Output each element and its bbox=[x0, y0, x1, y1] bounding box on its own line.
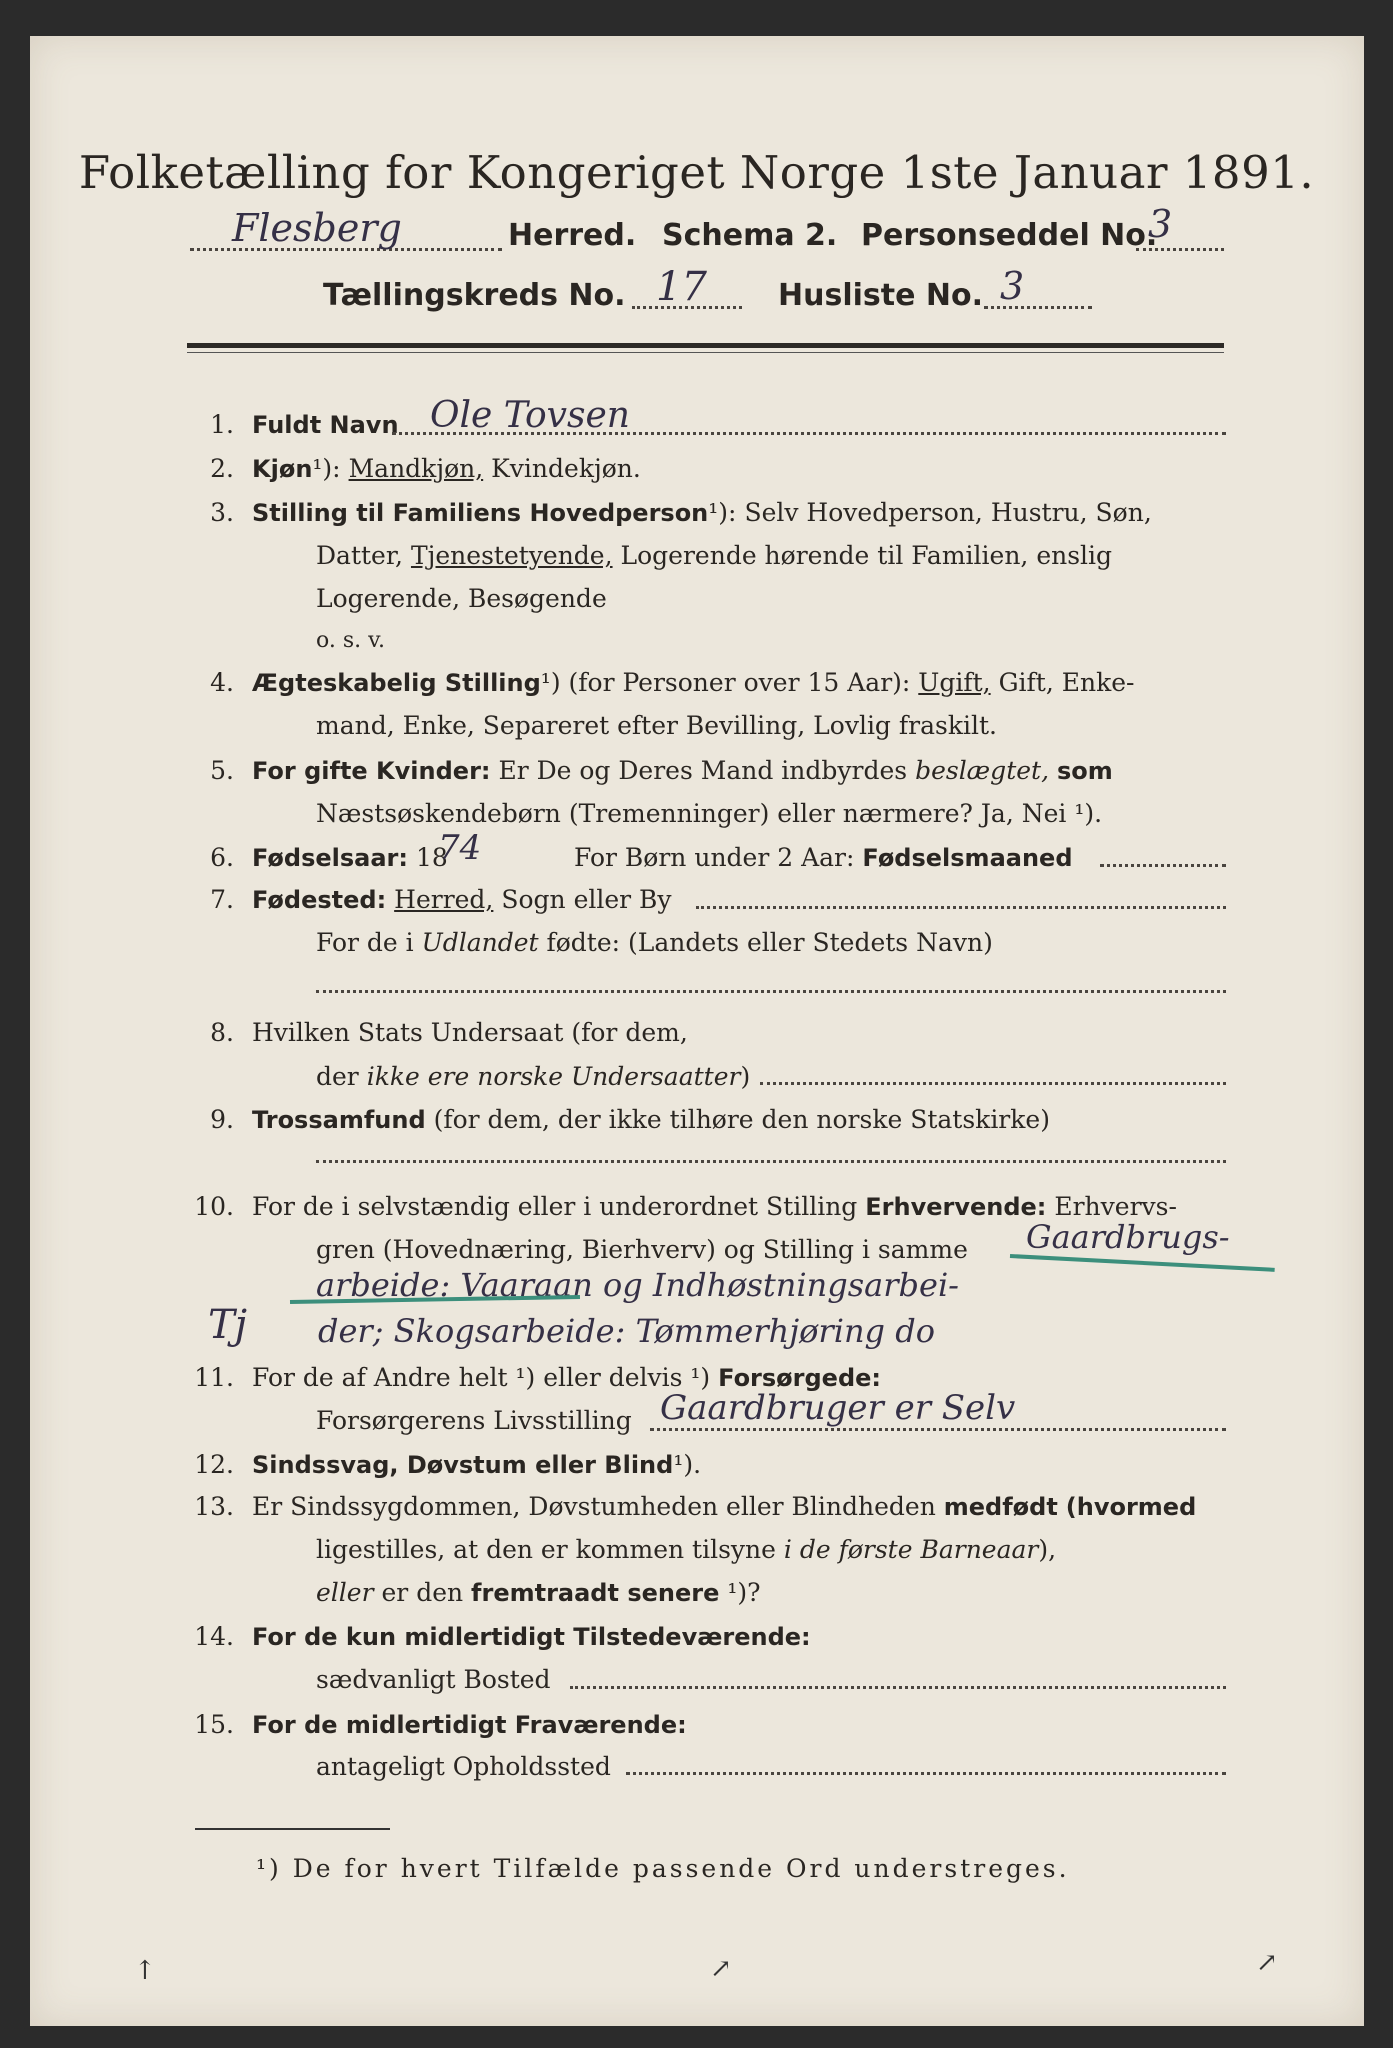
q13-barneaar: i de første Barneaar bbox=[783, 1535, 1039, 1564]
q11-value: Gaardbruger er Selv bbox=[660, 1388, 1016, 1428]
q10-hand-2: arbeide: Vaaraan og Indhøstningsarbei- bbox=[316, 1266, 959, 1304]
item-5-number: 5. bbox=[210, 756, 234, 785]
q14-dotted-line bbox=[570, 1686, 1226, 1689]
q7-line2-rest: fødte: (Landets eller Stedets Navn) bbox=[546, 928, 993, 957]
item-4-number: 4. bbox=[210, 668, 234, 697]
q12-sup: ¹). bbox=[673, 1450, 702, 1479]
item-1-number: 1. bbox=[210, 410, 234, 439]
footnote-rule bbox=[195, 1828, 390, 1830]
item-13-number: 13. bbox=[194, 1492, 234, 1521]
herred-label: Herred. bbox=[508, 218, 637, 253]
personseddel-dotted-line bbox=[1136, 248, 1224, 251]
q3-line-1 bbox=[252, 498, 1152, 527]
q10-hand-1: Gaardbrugs- bbox=[1026, 1218, 1230, 1256]
header-rule-thin bbox=[187, 352, 1224, 353]
q13-eller: eller bbox=[316, 1578, 374, 1607]
item-9-number: 9. bbox=[210, 1105, 234, 1134]
item-6-number: 6. bbox=[210, 843, 234, 872]
q11-line-2: Forsørgerens Livsstilling bbox=[316, 1406, 632, 1435]
q9-dotted-line bbox=[316, 1160, 1226, 1163]
q10-erhvervende: Erhvervende: bbox=[865, 1193, 1047, 1221]
q13-line-3 bbox=[316, 1578, 761, 1607]
item-12-number: 12. bbox=[194, 1450, 234, 1479]
q14-label: For de kun midlertidigt Tilstedeværende: bbox=[252, 1623, 811, 1651]
q7-rest: Sogn eller By bbox=[501, 885, 672, 914]
item-7-number: 7. bbox=[210, 885, 234, 914]
q11-forsorgede: Forsørgede: bbox=[718, 1364, 882, 1392]
q8-line-1 bbox=[252, 1018, 688, 1047]
q13-sup: ¹)? bbox=[727, 1578, 761, 1607]
q8-dotted-line bbox=[760, 1082, 1226, 1085]
q7-line-2 bbox=[316, 928, 993, 957]
item-15-number: 15. bbox=[194, 1710, 234, 1739]
q10-line1-a: For de i selvstændig eller i underordnet Stilling bbox=[252, 1192, 858, 1221]
q11-label: For de af Andre helt ¹) eller delvis ¹) bbox=[252, 1363, 711, 1392]
q7-for-de-i: For de i bbox=[316, 928, 414, 957]
header-rule bbox=[187, 343, 1224, 348]
q8-line-2 bbox=[316, 1062, 750, 1091]
q3-line1-rest: Selv Hovedperson, Hustru, Søn, bbox=[744, 498, 1152, 527]
q12-label: Sindssvag, Døvstum eller Blind bbox=[252, 1451, 674, 1479]
kreds-label: Tællingskreds No. bbox=[323, 278, 626, 313]
husliste-label: Husliste No. bbox=[778, 278, 983, 313]
herred-value: Flesberg bbox=[232, 206, 402, 250]
q13-line1-a: Er Sindssygdommen, Døvstumheden eller Blindheden bbox=[252, 1492, 936, 1521]
q4-line-1 bbox=[252, 668, 1134, 697]
q2-opt-kvindekjon: Kvindekjøn. bbox=[491, 454, 641, 483]
q4-rest: Gift, Enke- bbox=[998, 668, 1135, 697]
q6-prefix: 18 bbox=[415, 843, 448, 872]
q1-value: Ole Tovsen bbox=[430, 395, 630, 436]
q15-dotted-line bbox=[626, 1772, 1226, 1775]
q5-line-1 bbox=[252, 756, 1113, 785]
q12-line bbox=[252, 1450, 701, 1479]
q2-label: Kjøn bbox=[252, 455, 313, 483]
q6-label: Fødselsaar: bbox=[252, 844, 408, 872]
q3-label: Stilling til Familiens Hovedperson bbox=[252, 499, 709, 527]
q4-label: Ægteskabelig Stilling bbox=[252, 669, 541, 697]
q6-dotted-line bbox=[1100, 864, 1226, 867]
q3-tjenestetyende: Tjenestetyende, bbox=[410, 541, 613, 570]
q2-opt-mandkjon: Mandkjøn, bbox=[348, 454, 484, 483]
q7-dotted-line-2 bbox=[316, 990, 1226, 993]
q6-line bbox=[252, 843, 448, 872]
q3-line-2 bbox=[316, 541, 1112, 570]
q10-line-1 bbox=[252, 1192, 1177, 1221]
item-10-number: 10. bbox=[194, 1192, 234, 1221]
q4-sup: ¹) bbox=[540, 668, 561, 697]
item-8-number: 8. bbox=[210, 1018, 234, 1047]
item-11-number: 11. bbox=[194, 1363, 234, 1392]
q5-mid: Er De og Deres Mand indbyrdes bbox=[498, 756, 908, 785]
q5-line-2: Næstsøskendebørn (Tremenninger) eller nærmere? Ja, Nei ¹). bbox=[316, 799, 1103, 828]
q6-fodselsmaaned: Fødselsmaaned bbox=[862, 844, 1073, 872]
q10-margin-note: Tj bbox=[208, 1302, 248, 1348]
q6-value: 74 bbox=[438, 828, 482, 868]
q1-label: Fuldt Navn bbox=[252, 411, 399, 439]
q7-herred: Herred, bbox=[394, 885, 494, 914]
q7-label: Fødested: bbox=[252, 886, 387, 914]
schema-label: Schema 2. bbox=[662, 218, 838, 253]
q13-er-den: er den bbox=[381, 1578, 464, 1607]
q5-label: For gifte Kvinder: bbox=[252, 757, 491, 785]
q15-line-2: antageligt Opholdssted bbox=[316, 1752, 611, 1781]
q8-paren: ) bbox=[740, 1062, 751, 1091]
q8-label: Hvilken Stats Undersaat bbox=[252, 1018, 564, 1047]
q13-hvormed: (hvormed bbox=[1065, 1493, 1197, 1521]
q13-medfodt: medfødt bbox=[943, 1493, 1058, 1521]
q8-ikke-norske: ikke ere norske Undersaatter bbox=[366, 1062, 741, 1091]
binding-mark-right-icon: ↗ bbox=[1256, 1948, 1278, 1978]
q7-line-1 bbox=[252, 885, 672, 914]
q13-line2-a: ligestilles, at den er kommen tilsyne bbox=[316, 1535, 776, 1564]
binding-mark-left-icon: ↑ bbox=[134, 1956, 156, 1986]
q3-sup: ¹): bbox=[708, 498, 737, 527]
q3-line-4: o. s. v. bbox=[316, 628, 385, 653]
q2-line bbox=[252, 454, 641, 483]
kreds-value: 17 bbox=[656, 264, 707, 310]
q10-hand-3: der; Skogsarbeide: Tømmerhjøring do bbox=[318, 1312, 935, 1350]
q13-line-2 bbox=[316, 1535, 1056, 1564]
q6-born-under-2: For Børn under 2 Aar: bbox=[574, 843, 855, 872]
q14-line-2: sædvanligt Bosted bbox=[316, 1665, 551, 1694]
q5-som: som bbox=[1056, 757, 1113, 785]
q3-line-3: Logerende, Besøgende bbox=[316, 584, 607, 613]
q13-line2-b: ), bbox=[1038, 1535, 1057, 1564]
q3-line2-rest: Logerende hørende til Familien, enslig bbox=[620, 541, 1113, 570]
item-14-number: 14. bbox=[194, 1622, 234, 1651]
q10-line-2: gren (Hovednæring, Bierhverv) og Stilling i samme bbox=[316, 1235, 968, 1264]
footnote: ¹) De for hvert Tilfælde passende Ord understreges. bbox=[256, 1854, 1070, 1883]
q3-datter: Datter, bbox=[316, 541, 403, 570]
q4-ugift: Ugift, bbox=[918, 668, 991, 697]
q8-rest: (for dem, bbox=[571, 1018, 688, 1047]
q6-rest bbox=[574, 843, 1073, 872]
item-3-number: 3. bbox=[210, 498, 234, 527]
q7-dotted-line bbox=[696, 906, 1226, 909]
q10-erhvervs: Erhvervs- bbox=[1054, 1192, 1177, 1221]
personseddel-label: Personseddel No. bbox=[861, 218, 1158, 253]
binding-mark-center-icon: ↗ bbox=[710, 1954, 732, 1984]
q13-line-1 bbox=[252, 1492, 1196, 1521]
husliste-value: 3 bbox=[1000, 264, 1025, 308]
q13-fremtraadt: fremtraadt senere bbox=[471, 1579, 720, 1607]
q2-sup: ¹): bbox=[312, 454, 341, 483]
q9-label: Trossamfund bbox=[252, 1106, 426, 1134]
q9-rest: (for dem, der ikke tilhøre den norske Statskirke) bbox=[433, 1105, 1050, 1134]
q5-beslaegtet: beslægtet, bbox=[915, 756, 1050, 785]
q11-dotted-line bbox=[650, 1428, 1226, 1431]
q4-mid: (for Personer over 15 Aar): bbox=[568, 668, 911, 697]
form-title: Folketælling for Kongeriget Norge 1ste Januar 1891. bbox=[78, 146, 1315, 199]
q7-udlandet: Udlandet bbox=[421, 928, 539, 957]
q15-label: For de midlertidigt Fraværende: bbox=[252, 1711, 687, 1739]
item-2-number: 2. bbox=[210, 454, 234, 483]
q9-line bbox=[252, 1105, 1050, 1134]
q8-der: der bbox=[316, 1062, 359, 1091]
personseddel-value: 3 bbox=[1148, 202, 1173, 246]
q4-line-2: mand, Enke, Separeret efter Bevilling, Lovlig fraskilt. bbox=[316, 711, 997, 740]
